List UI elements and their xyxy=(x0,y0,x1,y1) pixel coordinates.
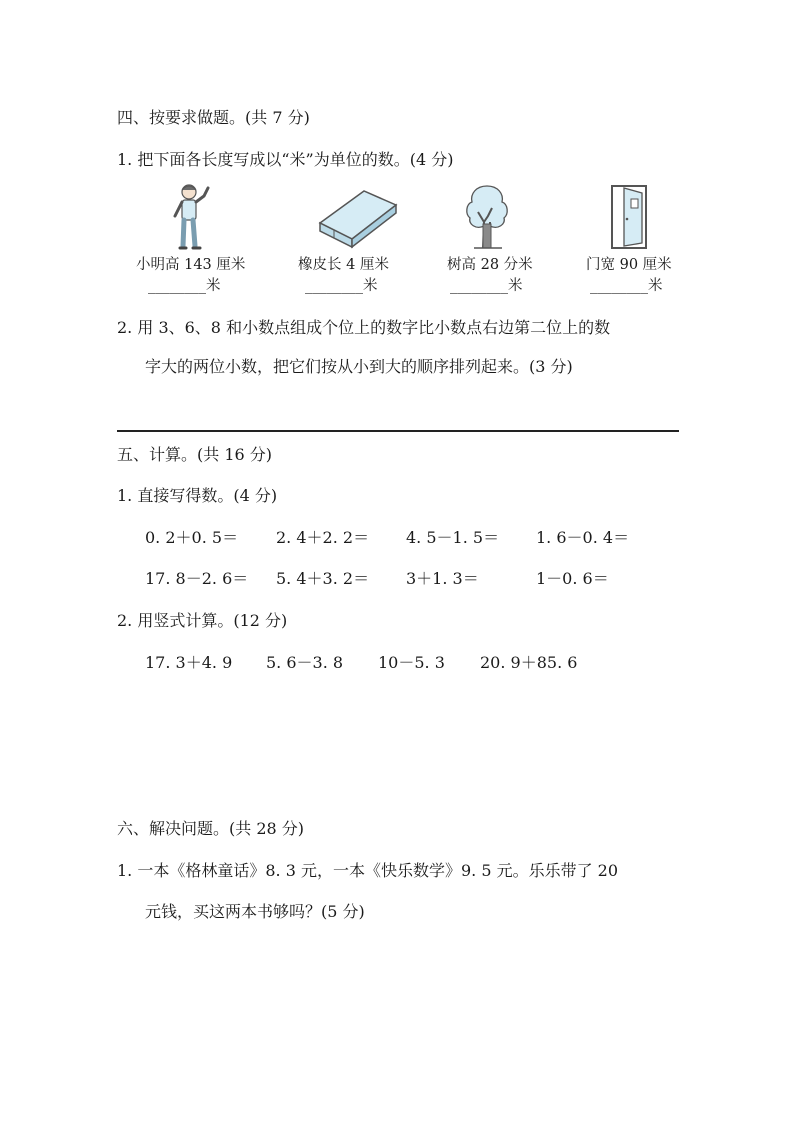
section-6-heading: 六、解决问题。(共 28 分) xyxy=(117,819,305,838)
vertical-calc-item: 17. 3＋4. 9 xyxy=(145,653,233,672)
question-6-1-line2: 元钱，买这两本书够吗？(5 分) xyxy=(145,902,365,921)
vertical-calc-item: 10－5. 3 xyxy=(378,653,445,672)
caption-eraser-length: 橡皮长 4 厘米 xyxy=(298,257,389,273)
question-4-2-line2: 字大的两位小数，把它们按从小到大的顺序排列起来。(3 分) xyxy=(145,357,573,376)
oral-calc-item: 4. 5－1. 5＝ xyxy=(406,528,500,547)
question-4-2-line1: 2. 用 3、6、8 和小数点组成个位上的数字比小数点右边第二位上的数 xyxy=(117,318,611,337)
oral-calc-item: 0. 2＋0. 5＝ xyxy=(145,528,239,547)
caption-door-width: 门宽 90 厘米 xyxy=(586,257,672,273)
tree-icon xyxy=(462,182,512,250)
caption-boy-height: 小明高 143 厘米 xyxy=(136,257,246,273)
eraser-icon xyxy=(312,187,402,249)
answer-blank-door[interactable]: ________米 xyxy=(590,278,663,294)
oral-calc-item: 1. 6－0. 4＝ xyxy=(536,528,630,547)
door-icon xyxy=(609,183,651,251)
answer-blank-eraser[interactable]: ________米 xyxy=(305,278,378,294)
answer-blank-boy[interactable]: ________米 xyxy=(148,278,221,294)
section-4-heading: 四、按要求做题。(共 7 分) xyxy=(117,108,310,127)
question-5-2: 2. 用竖式计算。(12 分) xyxy=(117,611,288,630)
oral-calc-item: 17. 8－2. 6＝ xyxy=(145,569,249,588)
question-4-1: 1. 把下面各长度写成以“米”为单位的数。(4 分) xyxy=(117,150,454,169)
oral-calc-item: 3＋1. 3＝ xyxy=(406,569,479,588)
section-divider xyxy=(117,430,679,432)
question-5-1: 1. 直接写得数。(4 分) xyxy=(117,486,278,505)
boy-icon xyxy=(170,182,220,252)
caption-tree-height: 树高 28 分米 xyxy=(447,257,533,273)
vertical-calc-item: 20. 9＋85. 6 xyxy=(480,653,578,672)
oral-calc-item: 1－0. 6＝ xyxy=(536,569,609,588)
vertical-calc-item: 5. 6－3. 8 xyxy=(266,653,344,672)
oral-calc-item: 2. 4＋2. 2＝ xyxy=(276,528,370,547)
section-5-heading: 五、计算。(共 16 分) xyxy=(117,445,273,464)
answer-blank-tree[interactable]: ________米 xyxy=(450,278,523,294)
question-6-1-line1: 1. 一本《格林童话》8. 3 元，一本《快乐数学》9. 5 元。乐乐带了 20 xyxy=(117,861,619,880)
oral-calc-item: 5. 4＋3. 2＝ xyxy=(276,569,370,588)
